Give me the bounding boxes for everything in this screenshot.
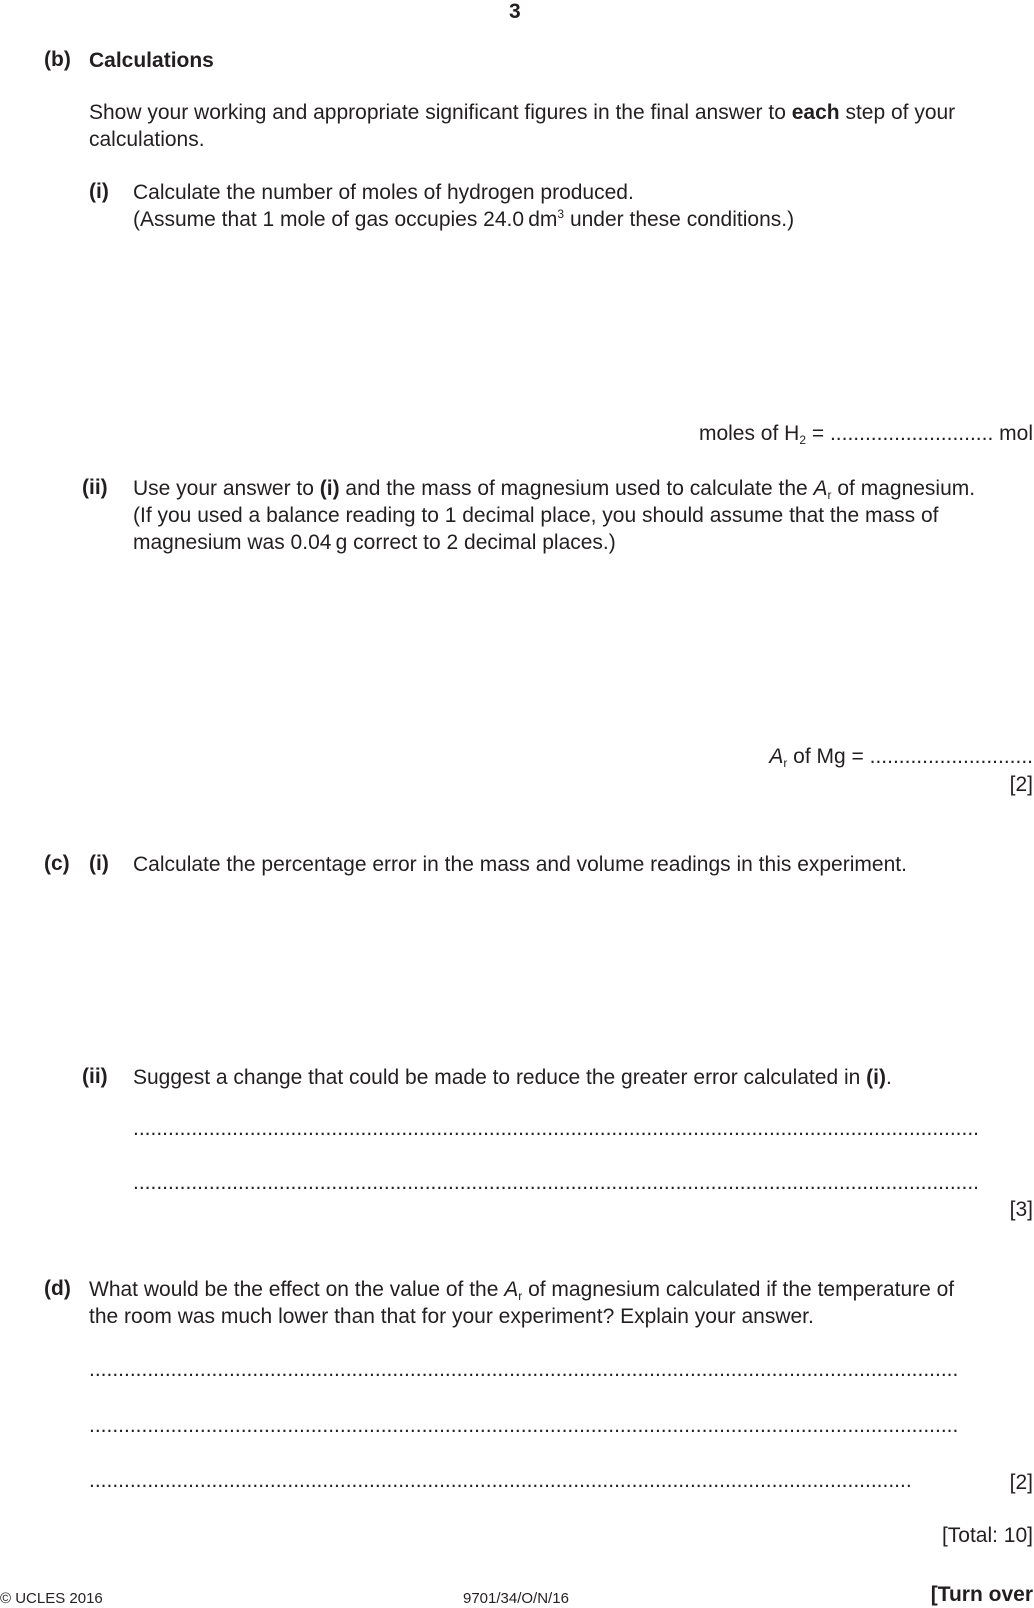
marks-d: [2]: [1009, 1471, 1033, 1494]
part-b-i-assumption: (Assume that 1 mole of gas occupies 24.0 $dm^3$ under these conditions.): [133, 207, 795, 231]
total-marks: [Total: 10]: [941, 1524, 1033, 1547]
part-c-i-label: (i): [89, 852, 109, 875]
section-d-label: (d): [44, 1277, 71, 1300]
part-b-i-label: (i): [89, 180, 109, 203]
copyright: © UCLES 2016: [0, 1590, 103, 1607]
turn-over-label: [Turn over: [930, 1583, 1033, 1606]
marks-b: [2]: [1009, 773, 1033, 796]
section-b-intro: Show your working and appropriate significant figures in the final answer to each step of your: [89, 101, 956, 124]
answer-line-d-2[interactable]: .....................................................................................................................................................: [89, 1414, 959, 1437]
section-c-label: (c): [44, 852, 70, 875]
section-b-label: (b): [44, 48, 71, 71]
part-b-ii-line2: (If you used a balance reading to 1 decimal place, you should assume that the mass of: [133, 504, 939, 527]
part-c-ii-label: (ii): [82, 1065, 108, 1088]
section-d-line2: the room was much lower than that for your experiment? Explain your answer.: [89, 1305, 814, 1328]
moles-h2-answer-line: moles of $H_2$ = ............................ mol: [698, 422, 1033, 447]
part-b-ii-line1: Use your answer to (i) and the mass of magnesium used to calculate the $A_r$ of magnesium.: [133, 477, 976, 502]
section-b-title: Calculations: [89, 49, 214, 72]
page-number: 3: [509, 0, 521, 23]
part-b-ii-line3: magnesium was 0.04 g correct to 2 decimal places.): [133, 531, 616, 554]
part-b-i-question: Calculate the number of moles of hydrogen produced.: [133, 181, 634, 204]
ar-mg-answer-line: $A_r$ of Mg = ............................: [769, 745, 1033, 770]
answer-line-c-ii-1[interactable]: .................................................................................................................................................: [133, 1117, 979, 1140]
part-c-i-question: Calculate the percentage error in the mass and volume readings in this experiment.: [133, 853, 907, 876]
answer-line-d-1[interactable]: .....................................................................................................................................................: [89, 1358, 959, 1381]
marks-c: [3]: [1009, 1198, 1033, 1221]
section-d-line1: What would be the effect on the value of the $A_r$ of magnesium calculated if the temperature of: [89, 1278, 955, 1303]
answer-line-d-3[interactable]: .............................................................................................................................................: [89, 1469, 912, 1492]
part-c-ii-question: Suggest a change that could be made to reduce the greater error calculated in (i).: [133, 1066, 892, 1089]
part-b-ii-label: (ii): [82, 476, 108, 499]
section-b-intro-line2: calculations.: [89, 128, 205, 151]
answer-line-c-ii-2[interactable]: .................................................................................................................................................: [133, 1171, 979, 1194]
paper-code: 9701/34/O/N/16: [463, 1590, 569, 1607]
